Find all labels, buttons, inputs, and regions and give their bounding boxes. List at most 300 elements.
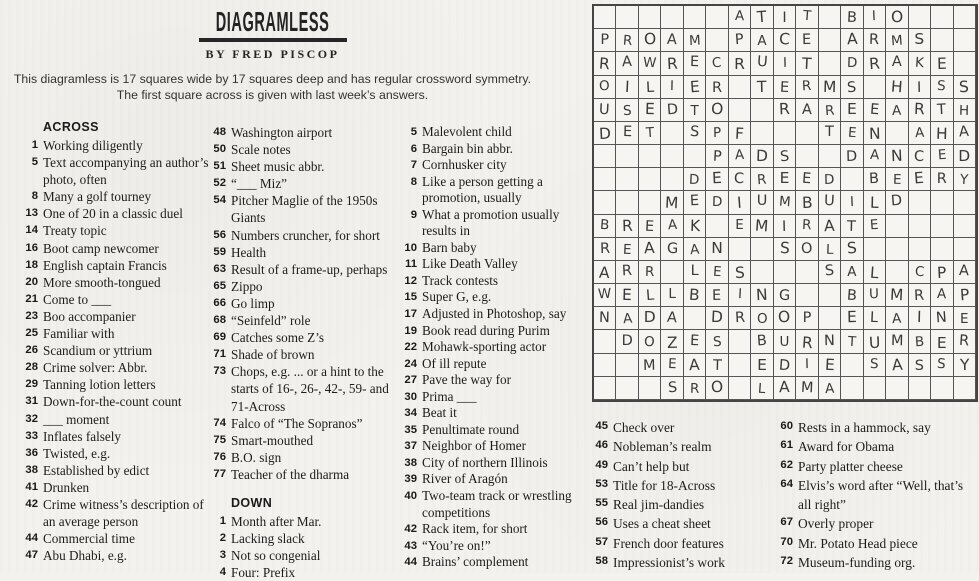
grid-cell[interactable] — [886, 284, 908, 307]
grid-cell[interactable] — [954, 29, 976, 52]
grid-cell[interactable] — [841, 238, 863, 261]
grid-cell[interactable] — [616, 354, 638, 377]
grid-cell[interactable] — [594, 191, 616, 214]
crossword-grid[interactable] — [592, 4, 978, 402]
grid-cell[interactable] — [616, 52, 638, 75]
grid-cell[interactable] — [886, 76, 908, 99]
grid-cell[interactable] — [639, 168, 661, 191]
grid-cell[interactable] — [819, 354, 841, 377]
grid-cell[interactable] — [616, 191, 638, 214]
grid-cell[interactable] — [729, 191, 751, 214]
grid-cell[interactable] — [616, 29, 638, 52]
grid-cell[interactable] — [819, 168, 841, 191]
grid-cell[interactable] — [886, 52, 908, 75]
grid-cell[interactable] — [864, 29, 886, 52]
grid-cell[interactable] — [706, 122, 728, 145]
grid-cell[interactable] — [931, 99, 953, 122]
grid-cell[interactable] — [864, 122, 886, 145]
grid-cell[interactable] — [639, 215, 661, 238]
grid-cell[interactable] — [751, 122, 773, 145]
grid-cell[interactable] — [841, 145, 863, 168]
grid-cell[interactable] — [751, 6, 773, 29]
grid-cell[interactable] — [796, 52, 818, 75]
grid-cell[interactable] — [841, 29, 863, 52]
grid-cell[interactable] — [909, 76, 931, 99]
grid-cell[interactable] — [864, 354, 886, 377]
grid-cell[interactable] — [909, 377, 931, 400]
grid-cell[interactable] — [661, 307, 683, 330]
grid-cell[interactable] — [864, 261, 886, 284]
grid-cell[interactable] — [594, 377, 616, 400]
grid-cell[interactable] — [841, 215, 863, 238]
grid-cell[interactable] — [931, 191, 953, 214]
grid-cell[interactable] — [931, 6, 953, 29]
grid-cell[interactable] — [796, 6, 818, 29]
grid-cell[interactable] — [639, 330, 661, 353]
grid-cell[interactable] — [729, 145, 751, 168]
grid-cell[interactable] — [819, 377, 841, 400]
grid-cell[interactable] — [706, 191, 728, 214]
grid-cell[interactable] — [706, 52, 728, 75]
grid-cell[interactable] — [864, 76, 886, 99]
grid-cell[interactable] — [864, 191, 886, 214]
grid-cell[interactable] — [886, 145, 908, 168]
grid-cell[interactable] — [954, 168, 976, 191]
grid-cell[interactable] — [796, 261, 818, 284]
grid-cell[interactable] — [684, 284, 706, 307]
grid-cell[interactable] — [774, 238, 796, 261]
grid-cell[interactable] — [684, 238, 706, 261]
grid-cell[interactable] — [819, 284, 841, 307]
grid-cell[interactable] — [931, 215, 953, 238]
grid-cell[interactable] — [886, 29, 908, 52]
grid-cell[interactable] — [594, 52, 616, 75]
grid-cell[interactable] — [909, 29, 931, 52]
grid-cell[interactable] — [931, 145, 953, 168]
grid-cell[interactable] — [616, 330, 638, 353]
grid-cell[interactable] — [684, 261, 706, 284]
grid-cell[interactable] — [616, 99, 638, 122]
grid-cell[interactable] — [909, 191, 931, 214]
grid-cell[interactable] — [684, 168, 706, 191]
grid-cell[interactable] — [864, 238, 886, 261]
grid-cell[interactable] — [751, 29, 773, 52]
grid-cell[interactable] — [639, 238, 661, 261]
across-header: ACROSS — [43, 120, 99, 134]
grid-cell[interactable] — [751, 330, 773, 353]
grid-cell[interactable] — [909, 168, 931, 191]
grid-cell[interactable] — [661, 330, 683, 353]
grid-cell[interactable] — [594, 6, 616, 29]
grid-cell[interactable] — [841, 168, 863, 191]
grid-cell[interactable] — [684, 6, 706, 29]
grid-cell[interactable] — [684, 145, 706, 168]
grid-cell[interactable] — [639, 6, 661, 29]
grid-cell[interactable] — [931, 52, 953, 75]
grid-cell[interactable] — [594, 99, 616, 122]
grid-cell[interactable] — [819, 238, 841, 261]
grid-cell[interactable] — [796, 307, 818, 330]
grid-cell[interactable] — [661, 52, 683, 75]
grid-cell[interactable] — [819, 191, 841, 214]
grid-cell[interactable] — [864, 215, 886, 238]
grid-cell[interactable] — [684, 307, 706, 330]
grid-cell[interactable] — [819, 330, 841, 353]
grid-cell[interactable] — [594, 168, 616, 191]
grid-cell[interactable] — [796, 354, 818, 377]
grid-cell[interactable] — [684, 29, 706, 52]
grid-cell[interactable] — [729, 330, 751, 353]
grid-cell[interactable] — [954, 6, 976, 29]
grid-cell[interactable] — [774, 191, 796, 214]
grid-cell[interactable] — [796, 377, 818, 400]
grid-cell[interactable] — [931, 29, 953, 52]
grid-cell[interactable] — [616, 215, 638, 238]
grid-cell[interactable] — [819, 29, 841, 52]
grid-cell[interactable] — [751, 191, 773, 214]
grid-cell[interactable] — [796, 330, 818, 353]
grid-cell[interactable] — [931, 168, 953, 191]
grid-cell[interactable] — [706, 307, 728, 330]
grid-cell[interactable] — [661, 238, 683, 261]
grid-cell[interactable] — [909, 238, 931, 261]
grid-cell[interactable] — [729, 52, 751, 75]
grid-cell[interactable] — [819, 6, 841, 29]
grid-cell[interactable] — [931, 76, 953, 99]
grid-cell[interactable] — [909, 330, 931, 353]
grid-cell[interactable] — [684, 191, 706, 214]
grid-cell[interactable] — [661, 215, 683, 238]
clue-text: Working diligently — [43, 138, 143, 153]
grid-cell[interactable] — [639, 29, 661, 52]
grid-cell[interactable] — [616, 6, 638, 29]
grid-cell[interactable] — [706, 354, 728, 377]
grid-cell[interactable] — [774, 377, 796, 400]
grid-cell[interactable] — [864, 307, 886, 330]
grid-cell[interactable] — [774, 145, 796, 168]
grid-cell[interactable] — [706, 76, 728, 99]
grid-cell[interactable] — [661, 284, 683, 307]
grid-cell[interactable] — [706, 145, 728, 168]
grid-cell[interactable] — [954, 377, 976, 400]
grid-cell[interactable] — [931, 377, 953, 400]
clue — [12, 222, 212, 239]
grid-cell[interactable] — [954, 238, 976, 261]
grid-cell[interactable] — [886, 6, 908, 29]
grid-cell[interactable] — [639, 191, 661, 214]
grid-cell[interactable] — [796, 168, 818, 191]
grid-cell[interactable] — [796, 191, 818, 214]
grid-cell[interactable] — [819, 52, 841, 75]
grid-cell[interactable] — [931, 284, 953, 307]
grid-cell[interactable] — [954, 76, 976, 99]
grid-cell[interactable] — [909, 122, 931, 145]
grid-cell[interactable] — [751, 215, 773, 238]
grid-cell[interactable] — [954, 215, 976, 238]
grid-cell[interactable] — [886, 215, 908, 238]
grid-cell[interactable] — [616, 307, 638, 330]
grid-cell[interactable] — [954, 99, 976, 122]
grid-cell[interactable] — [706, 238, 728, 261]
grid-cell[interactable] — [751, 354, 773, 377]
grid-cell[interactable] — [639, 377, 661, 400]
cell-letter: G — [778, 287, 791, 305]
grid-cell[interactable] — [751, 377, 773, 400]
grid-cell[interactable] — [819, 122, 841, 145]
grid-cell[interactable] — [661, 122, 683, 145]
grid-cell[interactable] — [819, 99, 841, 122]
grid-cell[interactable] — [864, 6, 886, 29]
grid-cell[interactable] — [706, 330, 728, 353]
grid-cell[interactable] — [661, 76, 683, 99]
grid-cell[interactable] — [729, 99, 751, 122]
grid-cell[interactable] — [616, 377, 638, 400]
grid-cell[interactable] — [886, 168, 908, 191]
grid-cell[interactable] — [774, 215, 796, 238]
grid-cell[interactable] — [751, 145, 773, 168]
grid-cell[interactable] — [841, 330, 863, 353]
grid-cell[interactable] — [729, 168, 751, 191]
grid-cell[interactable] — [774, 284, 796, 307]
grid-cell[interactable] — [819, 261, 841, 284]
grid-cell[interactable] — [594, 122, 616, 145]
grid-cell[interactable] — [774, 99, 796, 122]
grid-cell[interactable] — [729, 215, 751, 238]
grid-cell[interactable] — [774, 307, 796, 330]
grid-cell[interactable] — [954, 52, 976, 75]
grid-cell[interactable] — [684, 122, 706, 145]
grid-cell[interactable] — [706, 215, 728, 238]
grid-cell[interactable] — [931, 261, 953, 284]
grid-cell[interactable] — [886, 261, 908, 284]
grid-cell[interactable] — [841, 76, 863, 99]
grid-cell[interactable] — [594, 330, 616, 353]
grid-cell[interactable] — [774, 354, 796, 377]
grid-cell[interactable] — [616, 238, 638, 261]
grid-cell[interactable] — [886, 191, 908, 214]
grid-cell[interactable] — [661, 261, 683, 284]
grid-cell[interactable] — [639, 145, 661, 168]
grid-cell[interactable] — [729, 6, 751, 29]
clue-number: 19 — [404, 324, 417, 337]
grid-cell[interactable] — [774, 168, 796, 191]
grid-cell[interactable] — [616, 122, 638, 145]
grid-cell[interactable] — [931, 307, 953, 330]
grid-cell[interactable] — [819, 76, 841, 99]
grid-cell[interactable] — [931, 238, 953, 261]
grid-cell[interactable] — [796, 145, 818, 168]
grid-cell[interactable] — [594, 215, 616, 238]
grid-cell[interactable] — [774, 76, 796, 99]
grid-cell[interactable] — [864, 52, 886, 75]
grid-cell[interactable] — [639, 52, 661, 75]
grid-cell[interactable] — [796, 99, 818, 122]
grid-cell[interactable] — [954, 330, 976, 353]
grid-cell[interactable] — [751, 52, 773, 75]
grid-cell[interactable] — [954, 284, 976, 307]
grid-cell[interactable] — [774, 330, 796, 353]
grid-cell[interactable] — [661, 99, 683, 122]
grid-cell[interactable] — [886, 99, 908, 122]
grid-cell[interactable] — [886, 377, 908, 400]
grid-cell[interactable] — [931, 354, 953, 377]
grid-cell[interactable] — [729, 354, 751, 377]
cell-letter: I — [669, 77, 675, 94]
grid-cell[interactable] — [684, 99, 706, 122]
grid-cell[interactable] — [886, 307, 908, 330]
grid-cell[interactable] — [751, 168, 773, 191]
grid-cell[interactable] — [954, 122, 976, 145]
grid-cell[interactable] — [706, 29, 728, 52]
grid-cell[interactable] — [661, 168, 683, 191]
grid-cell[interactable] — [751, 307, 773, 330]
grid-cell[interactable] — [774, 6, 796, 29]
grid-cell[interactable] — [594, 354, 616, 377]
grid-cell[interactable] — [729, 29, 751, 52]
grid-cell[interactable] — [931, 330, 953, 353]
grid-cell[interactable] — [706, 6, 728, 29]
grid-cell[interactable] — [909, 307, 931, 330]
clue-number: 9 — [410, 208, 417, 221]
grid-cell[interactable] — [594, 145, 616, 168]
grid-cell[interactable] — [661, 377, 683, 400]
grid-cell[interactable] — [594, 261, 616, 284]
grid-cell[interactable] — [594, 284, 616, 307]
grid-cell[interactable] — [751, 99, 773, 122]
grid-cell[interactable] — [886, 238, 908, 261]
grid-cell[interactable] — [616, 145, 638, 168]
grid-cell[interactable] — [796, 76, 818, 99]
grid-cell[interactable] — [864, 284, 886, 307]
grid-cell[interactable] — [639, 99, 661, 122]
grid-cell[interactable] — [616, 76, 638, 99]
grid-cell[interactable] — [751, 284, 773, 307]
grid-cell[interactable] — [616, 284, 638, 307]
grid-cell[interactable] — [706, 99, 728, 122]
grid-cell[interactable] — [841, 261, 863, 284]
grid-cell[interactable] — [706, 261, 728, 284]
grid-cell[interactable] — [954, 145, 976, 168]
grid-cell[interactable] — [729, 122, 751, 145]
clue-number: 55 — [595, 497, 608, 510]
grid-cell[interactable] — [661, 145, 683, 168]
grid-cell[interactable] — [594, 238, 616, 261]
grid-cell[interactable] — [684, 330, 706, 353]
grid-cell[interactable] — [706, 377, 728, 400]
grid-cell[interactable] — [954, 354, 976, 377]
grid-cell[interactable] — [639, 307, 661, 330]
grid-cell[interactable] — [616, 168, 638, 191]
grid-cell[interactable] — [864, 377, 886, 400]
grid-cell[interactable] — [909, 284, 931, 307]
grid-cell[interactable] — [639, 76, 661, 99]
grid-cell[interactable] — [864, 99, 886, 122]
grid-cell[interactable] — [639, 354, 661, 377]
grid-cell[interactable] — [954, 191, 976, 214]
grid-cell[interactable] — [684, 52, 706, 75]
grid-cell[interactable] — [931, 122, 953, 145]
grid-cell[interactable] — [661, 6, 683, 29]
grid-cell[interactable] — [796, 122, 818, 145]
grid-cell[interactable] — [796, 29, 818, 52]
grid-cell[interactable] — [661, 29, 683, 52]
grid-cell[interactable] — [864, 145, 886, 168]
grid-cell[interactable] — [706, 284, 728, 307]
grid-cell[interactable] — [796, 238, 818, 261]
grid-cell[interactable] — [594, 29, 616, 52]
grid-cell[interactable] — [729, 76, 751, 99]
grid-cell[interactable] — [729, 284, 751, 307]
grid-cell[interactable] — [841, 122, 863, 145]
grid-cell[interactable] — [909, 52, 931, 75]
grid-cell[interactable] — [729, 307, 751, 330]
grid-cell[interactable] — [751, 76, 773, 99]
grid-cell[interactable] — [954, 307, 976, 330]
grid-cell[interactable] — [909, 261, 931, 284]
grid-cell[interactable] — [594, 76, 616, 99]
grid-cell[interactable] — [841, 354, 863, 377]
grid-cell[interactable] — [886, 330, 908, 353]
grid-cell[interactable] — [751, 261, 773, 284]
grid-cell[interactable] — [684, 76, 706, 99]
grid-cell[interactable] — [639, 261, 661, 284]
grid-cell[interactable] — [796, 215, 818, 238]
grid-cell[interactable] — [819, 307, 841, 330]
grid-cell[interactable] — [841, 99, 863, 122]
grid-cell[interactable] — [909, 99, 931, 122]
cell-letter: M — [688, 32, 701, 50]
grid-cell[interactable] — [909, 354, 931, 377]
grid-cell[interactable] — [954, 261, 976, 284]
grid-cell[interactable] — [841, 6, 863, 29]
clue — [12, 530, 212, 547]
grid-cell[interactable] — [729, 261, 751, 284]
grid-cell[interactable] — [909, 6, 931, 29]
grid-cell[interactable] — [774, 122, 796, 145]
grid-cell[interactable] — [886, 354, 908, 377]
grid-cell[interactable] — [841, 377, 863, 400]
grid-cell[interactable] — [639, 284, 661, 307]
grid-cell[interactable] — [706, 168, 728, 191]
grid-cell[interactable] — [594, 307, 616, 330]
grid-cell[interactable] — [774, 52, 796, 75]
grid-cell[interactable] — [774, 29, 796, 52]
grid-cell[interactable] — [661, 191, 683, 214]
grid-cell[interactable] — [841, 307, 863, 330]
grid-cell[interactable] — [841, 284, 863, 307]
grid-cell[interactable] — [909, 145, 931, 168]
grid-cell[interactable] — [864, 330, 886, 353]
grid-cell[interactable] — [796, 284, 818, 307]
grid-cell[interactable] — [751, 238, 773, 261]
grid-cell[interactable] — [841, 191, 863, 214]
grid-cell[interactable] — [909, 215, 931, 238]
grid-cell[interactable] — [684, 215, 706, 238]
grid-cell[interactable] — [639, 122, 661, 145]
grid-cell[interactable] — [729, 377, 751, 400]
grid-cell[interactable] — [661, 354, 683, 377]
grid-cell[interactable] — [684, 354, 706, 377]
grid-cell[interactable] — [819, 145, 841, 168]
grid-cell[interactable] — [774, 261, 796, 284]
grid-cell[interactable] — [616, 261, 638, 284]
grid-cell[interactable] — [684, 377, 706, 400]
grid-cell[interactable] — [819, 215, 841, 238]
grid-cell[interactable] — [729, 238, 751, 261]
grid-cell[interactable] — [864, 168, 886, 191]
grid-cell[interactable] — [841, 52, 863, 75]
grid-cell[interactable] — [886, 122, 908, 145]
